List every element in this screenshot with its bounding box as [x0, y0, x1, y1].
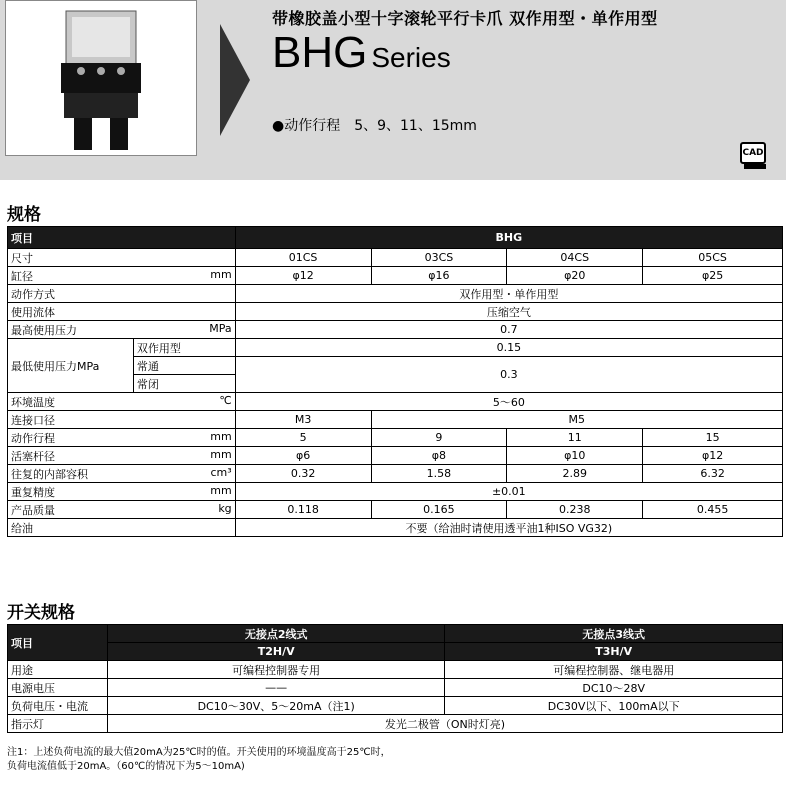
switch-heading: 开关规格: [7, 603, 75, 623]
table-row: 最高使用压力 MPa 0.7: [8, 321, 783, 339]
table-row: 动作行程 mm 5 9 11 15: [8, 429, 783, 447]
table-row: 缸径 mm φ12 φ16 φ20 φ25: [8, 267, 783, 285]
table-row: 活塞杆径 mm φ6 φ8 φ10 φ12: [8, 447, 783, 465]
product-title: [272, 28, 451, 78]
table-row: 产品质量 kg 0.118 0.165 0.238 0.455: [8, 501, 783, 519]
footnotes: [7, 746, 391, 774]
table-row: 指示灯 发光二极管（ON时灯亮): [8, 715, 783, 733]
switch-table: 项目 无接点2线式 无接点3线式 T2H/V T3H/V 用途 可编程控制器专用 可编程控制器、继电器用 电源电压 —— DC10～28V 负荷电压・电流 DC10～30V、5～20mA（注1) DC30V以下、100mA以下 指示灯 发光二极管（ON时灯亮): [7, 624, 783, 733]
product-photo: [5, 0, 197, 156]
spec-heading: 规格: [7, 205, 41, 225]
spec-col-model: BHG: [235, 227, 782, 249]
gripper-image: [6, 1, 196, 155]
spec-table: [7, 226, 783, 537]
table-row: 电源电压 —— DC10～28V: [8, 679, 783, 697]
table-row: 给油 不要（给油时请使用透平油1种ISO VG32): [8, 519, 783, 537]
table-row: 环境温度 ℃ 5～60: [8, 393, 783, 411]
table-row: 使用流体 压缩空气: [8, 303, 783, 321]
table-row: 常通 0.3: [8, 357, 783, 375]
table-row: 常闭: [8, 375, 783, 393]
switch-col-item: 项目: [8, 625, 108, 661]
cad-icon[interactable]: CAD: [740, 142, 766, 164]
table-row: 连接口径 M3 M5: [8, 411, 783, 429]
title-main: BHG: [272, 28, 368, 77]
table-row: 重复精度 mm ±0.01: [8, 483, 783, 501]
table-row: 用途 可编程控制器专用 可编程控制器、继电器用: [8, 661, 783, 679]
spec-col-item: 项目: [8, 227, 236, 249]
footnote-1: 注1：上述负荷电流的最大值20mA为25℃时的值。开关使用的环境温度高于25℃时，: [7, 747, 391, 758]
table-row: 最低使用压力MPa 双作用型 0.15: [8, 339, 783, 357]
stroke-summary: ●动作行程 5、9、11、15mm: [272, 118, 477, 134]
footnote-2: 负荷电流值低于20mA。（60℃的情况下为5～10mA): [7, 761, 245, 772]
table-row: 往复的内部容积 cm³ 0.32 1.58 2.89 6.32: [8, 465, 783, 483]
product-subtitle: 带橡胶盖小型十字滚轮平行卡爪 双作用型・单作用型: [272, 9, 658, 28]
header-banner: [0, 0, 786, 180]
title-series: Series: [371, 42, 451, 73]
banner-arrow: [220, 24, 250, 136]
cad-icon-base: [744, 164, 766, 169]
table-row: 动作方式 双作用型・单作用型: [8, 285, 783, 303]
table-row: 尺寸 01CS 03CS 04CS 05CS: [8, 249, 783, 267]
table-row: 负荷电压・电流 DC10～30V、5～20mA（注1) DC30V以下、100mA以下: [8, 697, 783, 715]
